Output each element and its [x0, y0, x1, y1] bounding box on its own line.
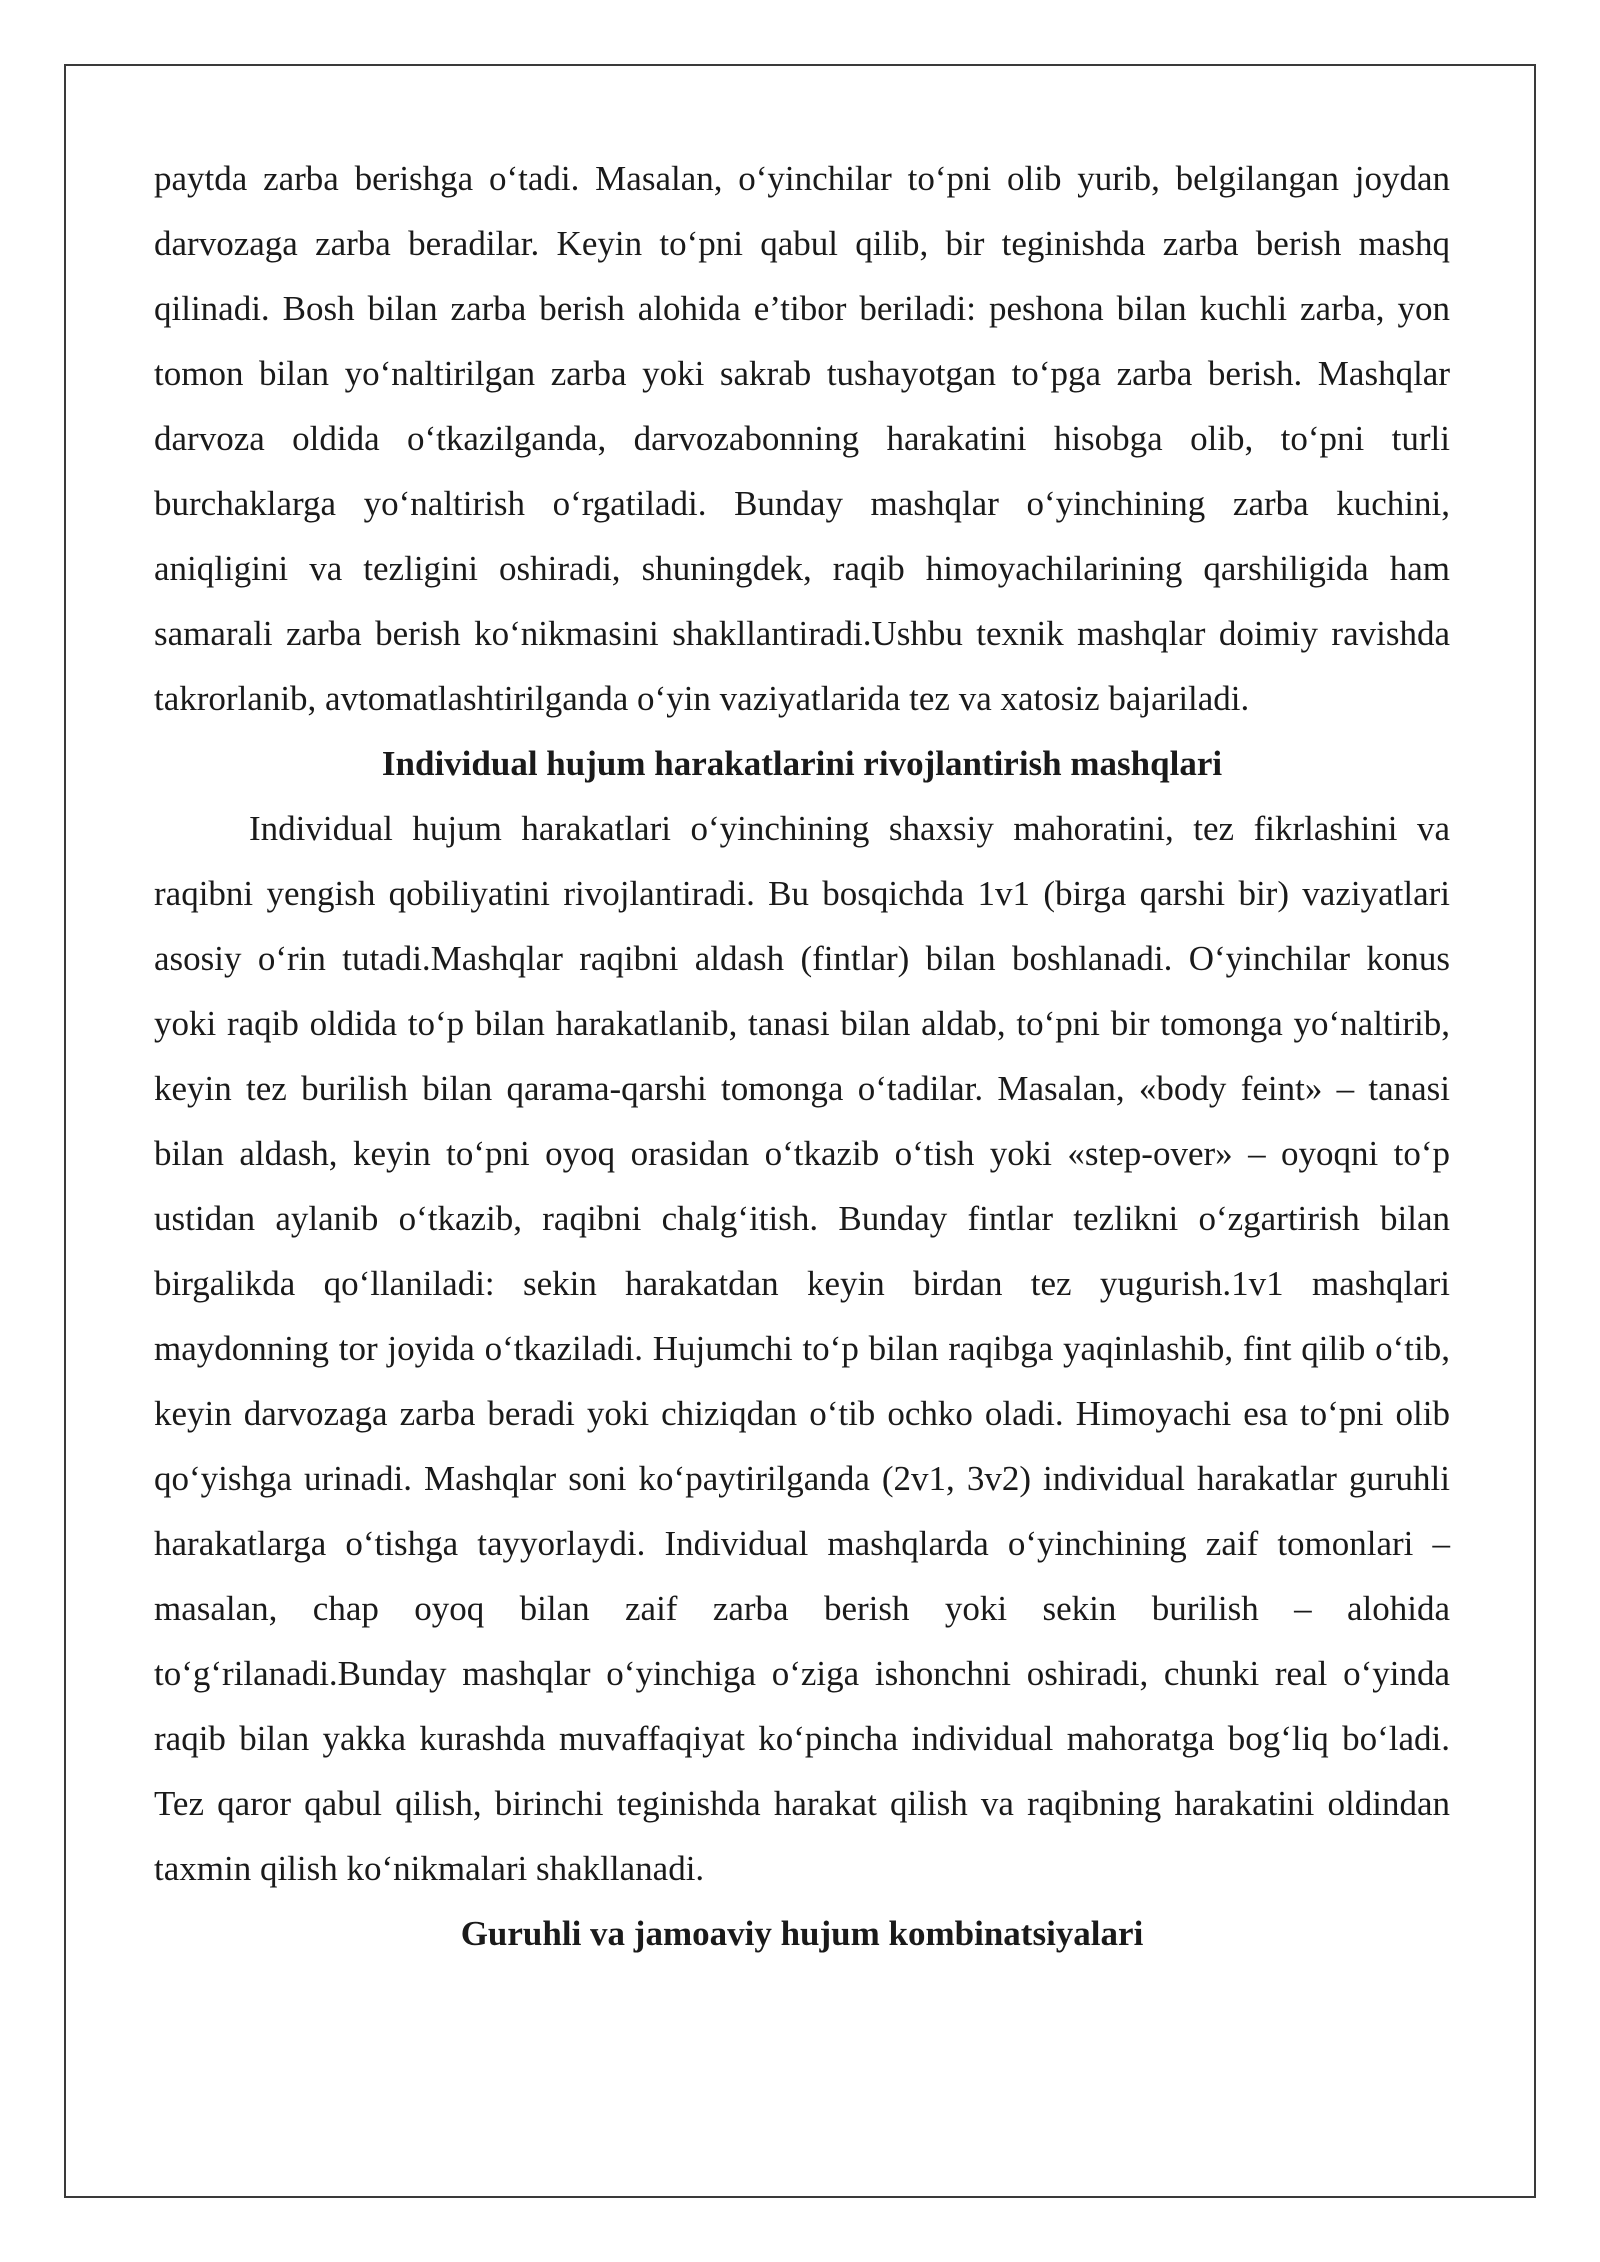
- paragraph-individual-attack: Individual hujum harakatlari o‘yinchining shaxsiy mahoratini, tez fikrlashini va raqibni yengish qobiliyatini rivojlantiradi. Bu bosqichda 1v1 (birga qarshi bir) vaziyatlari asosiy o‘rin tutadi.Mashqlar raqibni aldash (fintlar) bilan boshlanadi. O‘yinchilar konus yoki raqib oldida to‘p bilan harakatlanib, tanasi bilan aldab, to‘pni bir tomonga yo‘naltirib, keyin tez burilish bilan qarama-qarshi tomonga o‘tadilar. Masalan, «body feint» – tanasi bilan aldash, keyin to‘pni oyoq orasidan o‘tkazib o‘tish yoki «step-over» – oyoqni to‘p ustidan aylanib o‘tkazib, raqibni chalg‘itish. Bunday fintlar tezlikni o‘zgartirish bilan birgalikda qo‘llaniladi: sekin harakatdan keyin birdan tez yugurish.1v1 mashqlari maydonning tor joyida o‘tkaziladi. Hujumchi to‘p bilan raqibga yaqinlashib, fint qilib o‘tib, keyin darvozaga zarba beradi yoki chiziqdan o‘tib ochko oladi. Himoyachi esa to‘pni olib qo‘yishga urinadi. Mashqlar soni ko‘paytirilganda (2v1, 3v2) individual harakatlar guruhli harakatlarga o‘tishga tayyorlaydi. Individual mashqlarda o‘yinchining zaif tomonlari – masalan, chap oyoq bilan zaif zarba berish yoki sekin burilish – alohida to‘g‘rilanadi.Bunday mashqlar o‘yinchiga o‘ziga ishonchni oshiradi, chunki real o‘yinda raqib bilan yakka kurashda muvaffaqiyat ko‘pincha individual mahoratga bog‘liq bo‘ladi. Tez qaror qabul qilish, birinchi teginishda harakat qilish va raqibning harakatini oldindan taxmin qilish ko‘nikmalari shakllanadi.: [154, 809, 1450, 1888]
- section-heading-individual-attack: Individual hujum harakatlarini rivojlantirish mashqlari: [381, 744, 1223, 783]
- paragraph-shooting-drills: paytda zarba berishga o‘tadi. Masalan, o‘yinchilar to‘pni olib yurib, belgilangan joydan darvozaga zarba beradilar. Keyin to‘pni qabul qilib, bir teginishda zarba berish mashq qilinadi. Bosh bilan zarba berish alohida e’tibor beriladi: peshona bilan kuchli zarba, yon tomon bilan yo‘naltirilgan zarba yoki sakrab tushayotgan to‘pga zarba berish. Mashqlar darvoza oldida o‘tkazilganda, darvozabonning harakatini hisobga olib, to‘pni turli burchaklarga yo‘naltirish o‘rgatiladi. Bunday mashqlar o‘yinchining zarba kuchini, aniqligini va tezligini oshiradi, shuningdek, raqib himoyachilarining qarshiligida ham samarali zarba berish ko‘nikmasini shakllantiradi.Ushbu texnik mashqlar doimiy ravishda takrorlanib, avtomatlashtirilganda o‘yin vaziyatlarida tez va xatosiz bajariladi.: [154, 159, 1450, 718]
- section-heading-group-attack: Guruhli va jamoaviy hujum kombinatsiyalari: [460, 1914, 1144, 1953]
- document-body: [154, 146, 1450, 1966]
